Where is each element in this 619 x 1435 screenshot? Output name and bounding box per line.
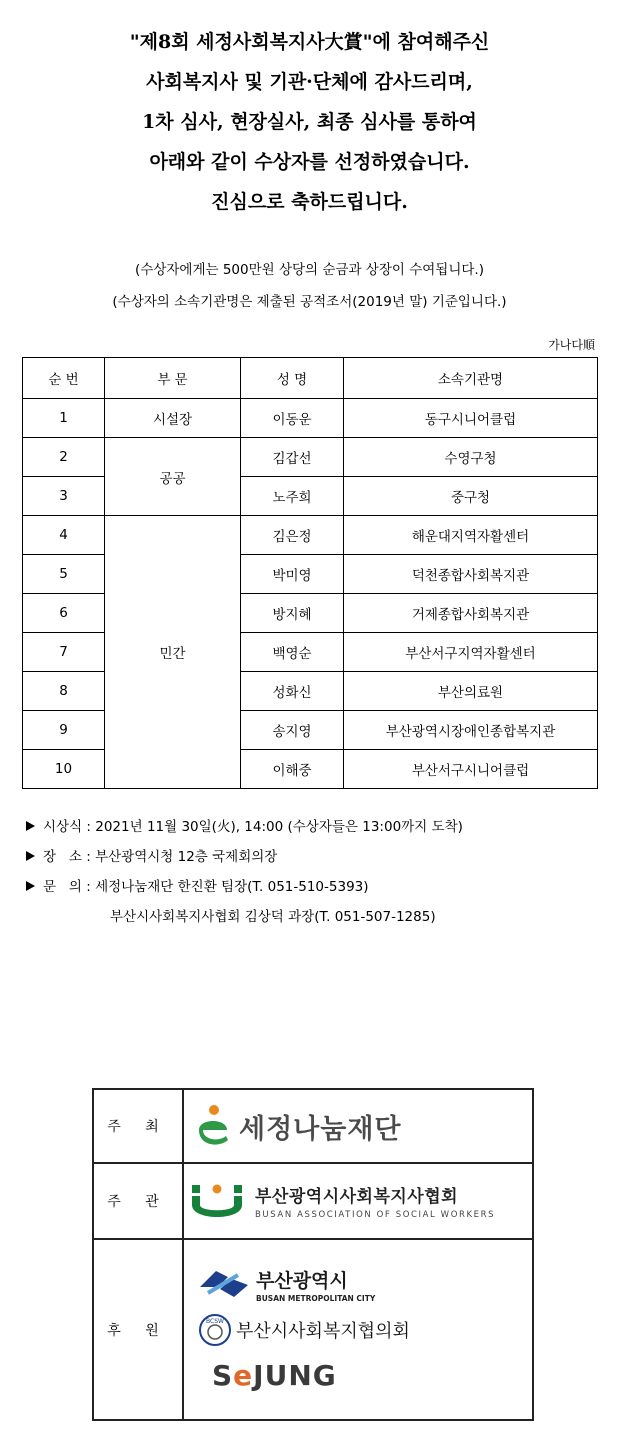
- note-prize: (수상자에게는 500만원 상당의 순금과 상장이 수여됩니다.): [135, 262, 484, 278]
- row-name: 김은정: [241, 516, 344, 555]
- row-no: 4: [23, 516, 105, 555]
- sejung-jung: JUNG: [253, 1358, 337, 1392]
- ceremony-text: 시상식 : 2021년 11월 30일(火), 14:00 (수상자들은 13:00까지 도착): [43, 819, 463, 835]
- table-header-row: [23, 358, 598, 399]
- intro-message: [0, 22, 619, 222]
- sejung-logo: [198, 1359, 532, 1392]
- inquiry-line: [26, 872, 463, 902]
- row-name: 이동운: [241, 399, 344, 438]
- header-name: 성 명: [241, 358, 344, 399]
- row-org: 부산서구시니어클럽: [344, 750, 598, 789]
- inquiry-text: 문 의 : 세정나눔재단 한진환 팀장(T. 051-510-5393): [43, 879, 369, 895]
- sejong-foundation-logo-icon: [193, 1104, 233, 1148]
- notes: [0, 254, 619, 318]
- row-no: 1: [23, 399, 105, 438]
- organizer-box: [92, 1088, 534, 1421]
- row-no: 5: [23, 555, 105, 594]
- header-section: 부 문: [105, 358, 241, 399]
- busan-city-logo-icon: [198, 1267, 250, 1301]
- table-row: [23, 516, 598, 555]
- row-no: 2: [23, 438, 105, 477]
- sejung-e: e: [233, 1358, 254, 1392]
- ceremony-line: [26, 812, 463, 842]
- organizer-sub: BUSAN ASSOCIATION OF SOCIAL WORKERS: [255, 1210, 496, 1220]
- row-no: 8: [23, 672, 105, 711]
- row-name: 박미영: [241, 555, 344, 594]
- row-no: 7: [23, 633, 105, 672]
- row-name: 백영순: [241, 633, 344, 672]
- table-row: [23, 399, 598, 438]
- section-cell: 시설장: [105, 399, 241, 438]
- venue-line: [26, 842, 463, 872]
- row-no: 3: [23, 477, 105, 516]
- busan-city-logo: [198, 1266, 532, 1303]
- row-org: 부산광역시장애인종합복지관: [344, 711, 598, 750]
- sponsor-label: 후 원: [93, 1239, 183, 1420]
- header-org: 소속기관명: [344, 358, 598, 399]
- bcsw-badge: BCSW: [206, 1317, 224, 1325]
- intro-line: 사회복지사 및 기관·단체에 감사드리며,: [146, 71, 473, 93]
- organizer-logo-cell: [183, 1163, 533, 1239]
- sponsor-row: [93, 1239, 533, 1420]
- row-org: 거제종합사회복지관: [344, 594, 598, 633]
- sejung-s: S: [212, 1358, 234, 1392]
- order-label: 가나다順: [548, 338, 595, 352]
- bullet-triangle-icon: [26, 881, 35, 891]
- organizer-logo: [185, 1182, 531, 1220]
- awardee-table: [22, 357, 598, 789]
- host-row: [93, 1089, 533, 1163]
- row-org: 중구청: [344, 477, 598, 516]
- inquiry-line-2: [26, 902, 463, 932]
- organizer-name: 부산광역시사회복지사협회: [255, 1187, 459, 1207]
- row-no: 10: [23, 750, 105, 789]
- busan-city-sub: BUSAN METROPOLITAN CITY: [256, 1293, 376, 1303]
- row-org: 부산서구지역자활센터: [344, 633, 598, 672]
- event-info: [26, 812, 463, 932]
- row-name: 김갑선: [241, 438, 344, 477]
- bcsw-logo: [198, 1313, 532, 1347]
- busan-city-name: 부산광역시: [256, 1269, 348, 1292]
- row-no: 6: [23, 594, 105, 633]
- row-org: 동구시니어클럽: [344, 399, 598, 438]
- row-name: 송지영: [241, 711, 344, 750]
- organizer-label: 주 관: [93, 1163, 183, 1239]
- header-no: 순 번: [23, 358, 105, 399]
- intro-line: "제8회 세정사회복지사大賞"에 참여해주신: [129, 31, 490, 53]
- host-label: 주 최: [93, 1089, 183, 1163]
- bcsw-logo-icon: [198, 1313, 232, 1347]
- row-name: 노주희: [241, 477, 344, 516]
- row-name: 성화신: [241, 672, 344, 711]
- row-org: 해운대지역자활센터: [344, 516, 598, 555]
- venue-text: 장 소 : 부산광역시청 12층 국제회의장: [43, 849, 278, 865]
- row-no: 9: [23, 711, 105, 750]
- inquiry-text-2: 부산시사회복지사협회 김상덕 과장(T. 051-507-1285): [110, 909, 436, 925]
- row-org: 덕천종합사회복지관: [344, 555, 598, 594]
- sponsor-logo-cell: [183, 1239, 533, 1420]
- section-cell: 공공: [105, 438, 241, 516]
- row-name: 방지혜: [241, 594, 344, 633]
- intro-line: 1차 심사, 현장실사, 최종 심사를 통하여: [142, 111, 477, 133]
- bcsw-name: 부산시사회복지협의회: [236, 1320, 410, 1342]
- organizer-row: [93, 1163, 533, 1239]
- row-name: 이해중: [241, 750, 344, 789]
- row-org: 부산의료원: [344, 672, 598, 711]
- table-row: [23, 438, 598, 477]
- intro-line: 진심으로 축하드립니다.: [211, 191, 408, 213]
- section-cell: 민간: [105, 516, 241, 789]
- row-org: 수영구청: [344, 438, 598, 477]
- bullet-triangle-icon: [26, 821, 35, 831]
- note-basis: (수상자의 소속기관명은 제출된 공적조서(2019년 말) 기준입니다.): [112, 294, 507, 310]
- intro-line: 아래와 같이 수상자를 선정하였습니다.: [149, 151, 470, 173]
- host-logo-cell: [183, 1089, 533, 1163]
- sejung-logo-text: [212, 1359, 337, 1392]
- host-logo: [185, 1104, 531, 1148]
- basw-logo-icon: [191, 1183, 243, 1219]
- bullet-triangle-icon: [26, 851, 35, 861]
- host-name: 세정나눔재단: [239, 1113, 402, 1145]
